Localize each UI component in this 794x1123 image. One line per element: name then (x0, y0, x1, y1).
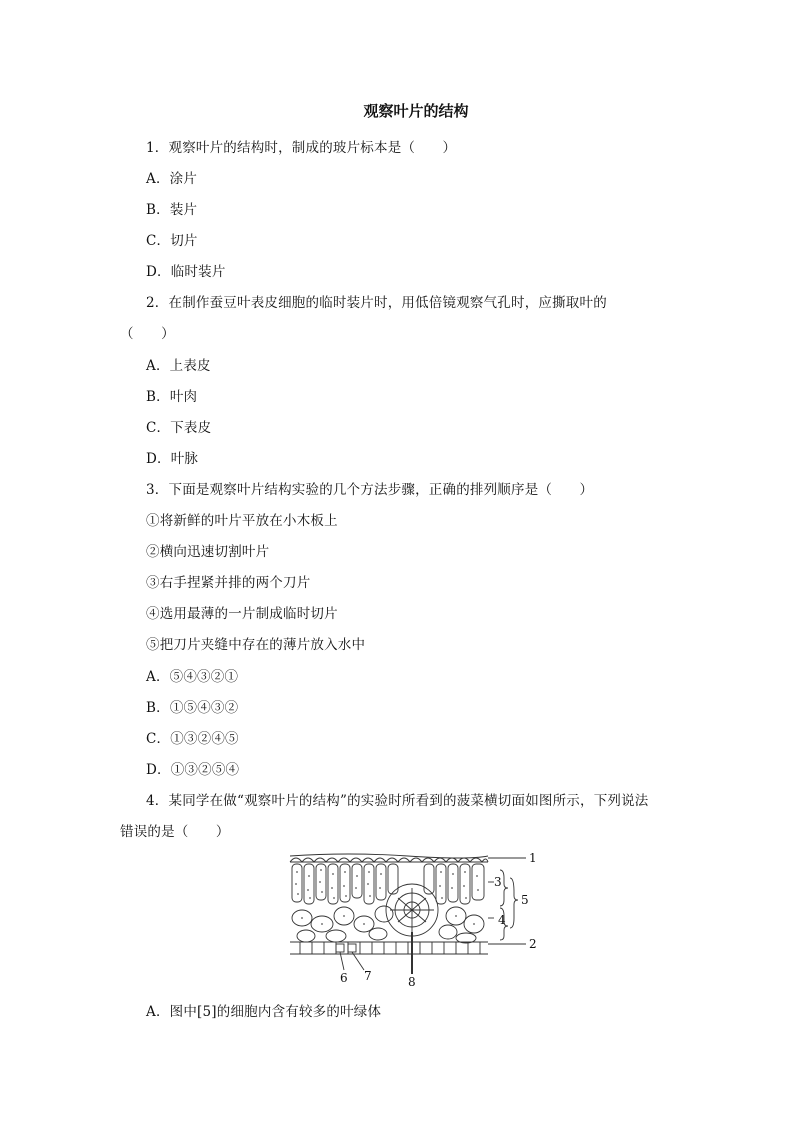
figure-label-6: 6 (340, 971, 348, 985)
question-1-stem: 1．观察叶片的结构时，制成的玻片标本是（ ） (146, 140, 457, 156)
question-2-stem: 2．在制作蚕豆叶表皮细胞的临时装片时，用低倍镜观察气孔时，应撕取叶的 (146, 295, 607, 311)
q2-option-b: B．叶肉 (146, 389, 198, 405)
question-4-stem: 4．某同学在做“观察叶片的结构”的实验时所看到的菠菜横切面如图所示，下列说法 (146, 793, 649, 809)
vein (386, 884, 438, 936)
figure-label-8: 8 (408, 975, 416, 988)
lower-epidermis-cells (300, 942, 480, 954)
q3-step-4: ④选用最薄的一片制成临时切片 (146, 606, 338, 622)
q3-option-b: B．①⑤④③② (146, 700, 239, 716)
spongy-cells (292, 906, 484, 943)
q1-option-d: D．临时装片 (146, 264, 226, 280)
q1-option-a: A．涂片 (146, 171, 198, 187)
q3-option-d: D．①③②⑤④ (146, 762, 240, 778)
figure-label-7: 7 (364, 969, 372, 983)
q3-step-1: ①将新鲜的叶片平放在小木板上 (146, 513, 338, 529)
figure-label-5: 5 (521, 893, 529, 907)
leaf-cross-section-figure (288, 848, 540, 988)
q3-option-a: A．⑤④③②① (146, 669, 239, 685)
q2-option-a: A．上表皮 (146, 358, 211, 374)
question-4-stem-cont: 错误的是（ ） (120, 824, 230, 840)
q3-step-5: ⑤把刀片夹缝中存在的薄片放入水中 (146, 637, 366, 653)
figure-label-1: 1 (529, 851, 537, 865)
figure-label-3: 3 (494, 875, 502, 889)
question-3-stem: 3．下面是观察叶片结构实验的几个方法步骤，正确的排列顺序是（ ） (146, 482, 594, 498)
q1-option-c: C．切片 (146, 233, 198, 249)
page-title: 观察叶片的结构 (363, 102, 469, 120)
q2-option-c: C．下表皮 (146, 420, 212, 436)
upper-epidermis-cells (290, 858, 488, 862)
figure-label-4: 4 (498, 913, 506, 927)
question-2-stem-cont: （ ） (120, 326, 175, 342)
q4-option-a: A．图中[5]的细胞内含有较多的叶绿体 (146, 1004, 382, 1020)
q3-step-3: ③右手捏紧并排的两个刀片 (146, 575, 311, 591)
q2-option-d: D．叶脉 (146, 451, 199, 467)
q3-option-c: C．①③②④⑤ (146, 731, 239, 747)
q1-option-b: B．装片 (146, 202, 198, 218)
figure-label-2: 2 (529, 937, 537, 951)
q3-step-2: ②横向迅速切割叶片 (146, 544, 270, 560)
